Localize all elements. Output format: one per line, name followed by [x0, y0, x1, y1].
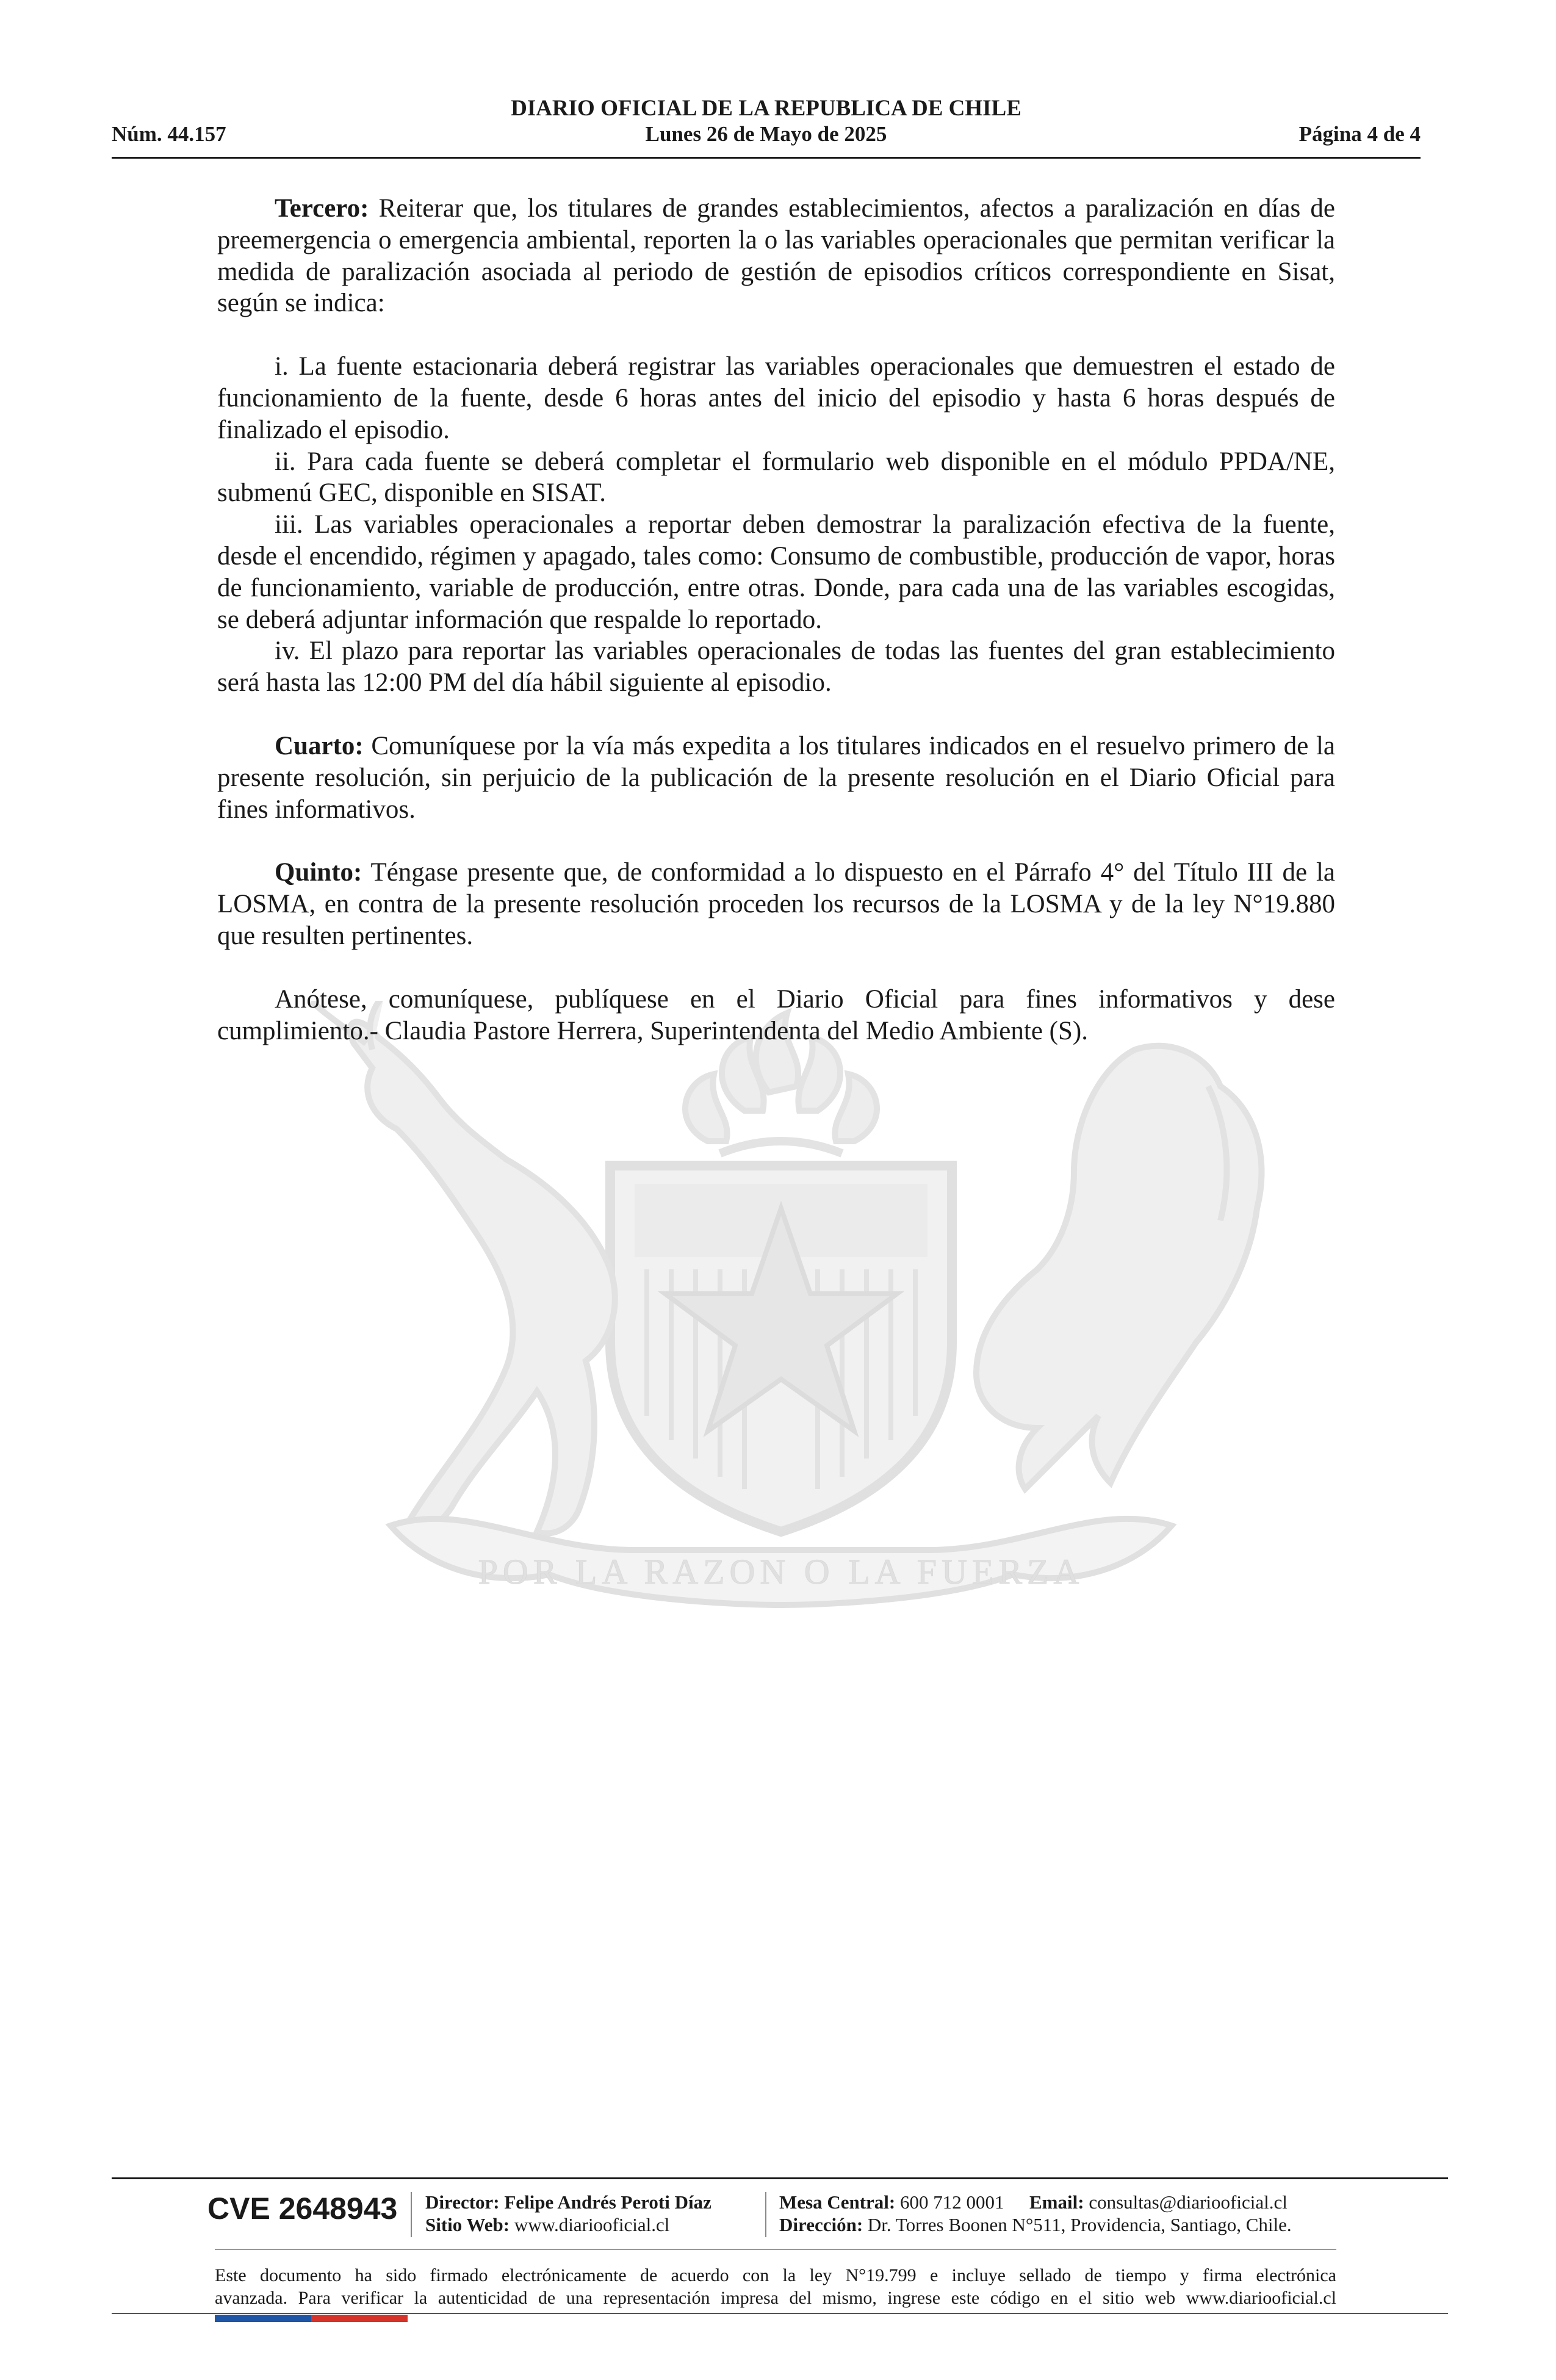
- closing-paragraph: Anótese, comuníquese, publíquese en el Diario Oficial para fines informativos y dese cumplimiento.- Claudia Pastore Herrera, Superintendenta del Medio Ambiente (S).: [217, 984, 1335, 1045]
- item-i: i. La fuente estacionaria deberá registrar las variables operacionales que demuestren el estado de funcionamiento de la fuente, desde 6 horas antes del inicio del episodio y hasta 6 horas después de finalizado el episodio.: [217, 352, 1335, 444]
- cuarto-label: Cuarto:: [275, 731, 364, 760]
- website-link[interactable]: www.diariooficial.cl: [514, 2214, 670, 2235]
- huemul-icon: [311, 1001, 615, 1534]
- address-value: Dr. Torres Boonen N°511, Providencia, Santiago, Chile.: [867, 2214, 1292, 2235]
- item-iv: iv. El plazo para reportar las variables operacionales de todas las fuentes del gran establecimiento será hasta las 12:00 PM del día hábil siguiente al episodio.: [217, 636, 1335, 698]
- email-label: Email:: [1029, 2191, 1084, 2213]
- footer-divider-middle: [215, 2249, 1336, 2250]
- paragraph-tercero: [217, 193, 1335, 319]
- director-label: Director:: [425, 2191, 500, 2213]
- item-iii: iii. Las variables operacionales a reportar deben demostrar la paralización efectiva de la fuente, desde el encendido, régimen y apagado, tales como: Consumo de combustible, producción de vapor, horas de funcionamiento, variable de producción, entre otras. Donde, para cada una de las variables escogidas, se deberá adjuntar información que respalde lo reportado.: [217, 510, 1335, 634]
- website-label: Sitio Web:: [425, 2214, 510, 2235]
- issue-number: Núm. 44.157: [112, 122, 226, 146]
- footer-separator: [765, 2192, 766, 2237]
- address-label: Dirección:: [779, 2214, 863, 2235]
- tercero-text: Reiterar que, los titulares de grandes establecimientos, afectos a paralización en días de preemergencia o emergencia ambiental, reporten la o las variables operacionales que permitan verificar la medida de paralización asociada al periodo de gestión de episodios críticos correspondiente en Sisat, según se indica:: [217, 194, 1335, 318]
- shield-icon: [610, 1166, 952, 1532]
- footer-separator: [411, 2192, 412, 2237]
- footer-contact: [779, 2191, 1288, 2213]
- legal-line-2: avanzada. Para verificar la autenticidad de una representación impresa del mismo, ingrese este código en el sitio web www.diariooficial.cl: [215, 2288, 1336, 2308]
- paragraph-cuarto: [217, 730, 1335, 825]
- footer-divider-top: [112, 2177, 1448, 2179]
- footer-website: [425, 2213, 669, 2236]
- legal-line-1: Este documento ha sido firmado electrónicamente de acuerdo con la ley N°19.799 e incluye sellado de tiempo y firma electrónica: [215, 2265, 1336, 2285]
- paragraph-quinto: [217, 857, 1335, 951]
- footer-director: [425, 2191, 711, 2213]
- mesa-value: 600 712 0001: [900, 2191, 1004, 2213]
- flag-stripe-blue: [215, 2315, 311, 2322]
- header-divider: [112, 157, 1421, 159]
- tercero-label: Tercero:: [275, 194, 369, 223]
- footer-address: [779, 2213, 1292, 2236]
- flag-stripe-red: [311, 2315, 408, 2322]
- mesa-label: Mesa Central:: [779, 2191, 896, 2213]
- page-header: [112, 93, 1421, 157]
- cuarto-text: Comuníquese por la vía más expedita a los titulares indicados en el resuelvo primero de la presente resolución, sin perjuicio de la publicación de la presente resolución en el Diario Oficial para fines informativos.: [217, 731, 1335, 824]
- quinto-text: Téngase presente que, de conformidad a lo dispuesto en el Párrafo 4° del Título III de la LOSMA, en contra de la presente resolución proceden los recursos de la LOSMA y de la ley N°19.880 que resulten pertinentes.: [217, 858, 1335, 950]
- director-value: Felipe Andrés Peroti Díaz: [504, 2191, 711, 2213]
- quinto-label: Quinto:: [275, 858, 362, 887]
- motto-text: POR LA RAZON O LA FUERZA: [478, 1552, 1084, 1592]
- footer-legal-notice: [215, 2264, 1336, 2309]
- page-indicator: Página 4 de 4: [1298, 122, 1421, 146]
- resolution-body: [217, 193, 1335, 1047]
- condor-icon: [976, 1046, 1262, 1489]
- issue-date: Lunes 26 de Mayo de 2025: [645, 122, 887, 146]
- cve-code: CVE 2648943: [207, 2191, 398, 2226]
- footer-divider-bottom: [112, 2313, 1448, 2314]
- newspaper-title: DIARIO OFICIAL DE LA REPUBLICA DE CHILE: [511, 96, 1021, 121]
- item-ii: ii. Para cada fuente se deberá completar el formulario web disponible en el módulo PPDA/NE, submenú GEC, disponible en SISAT.: [217, 447, 1335, 508]
- email-link[interactable]: consultas@diariooficial.cl: [1089, 2191, 1288, 2213]
- coat-of-arms-watermark: [220, 1001, 1342, 1648]
